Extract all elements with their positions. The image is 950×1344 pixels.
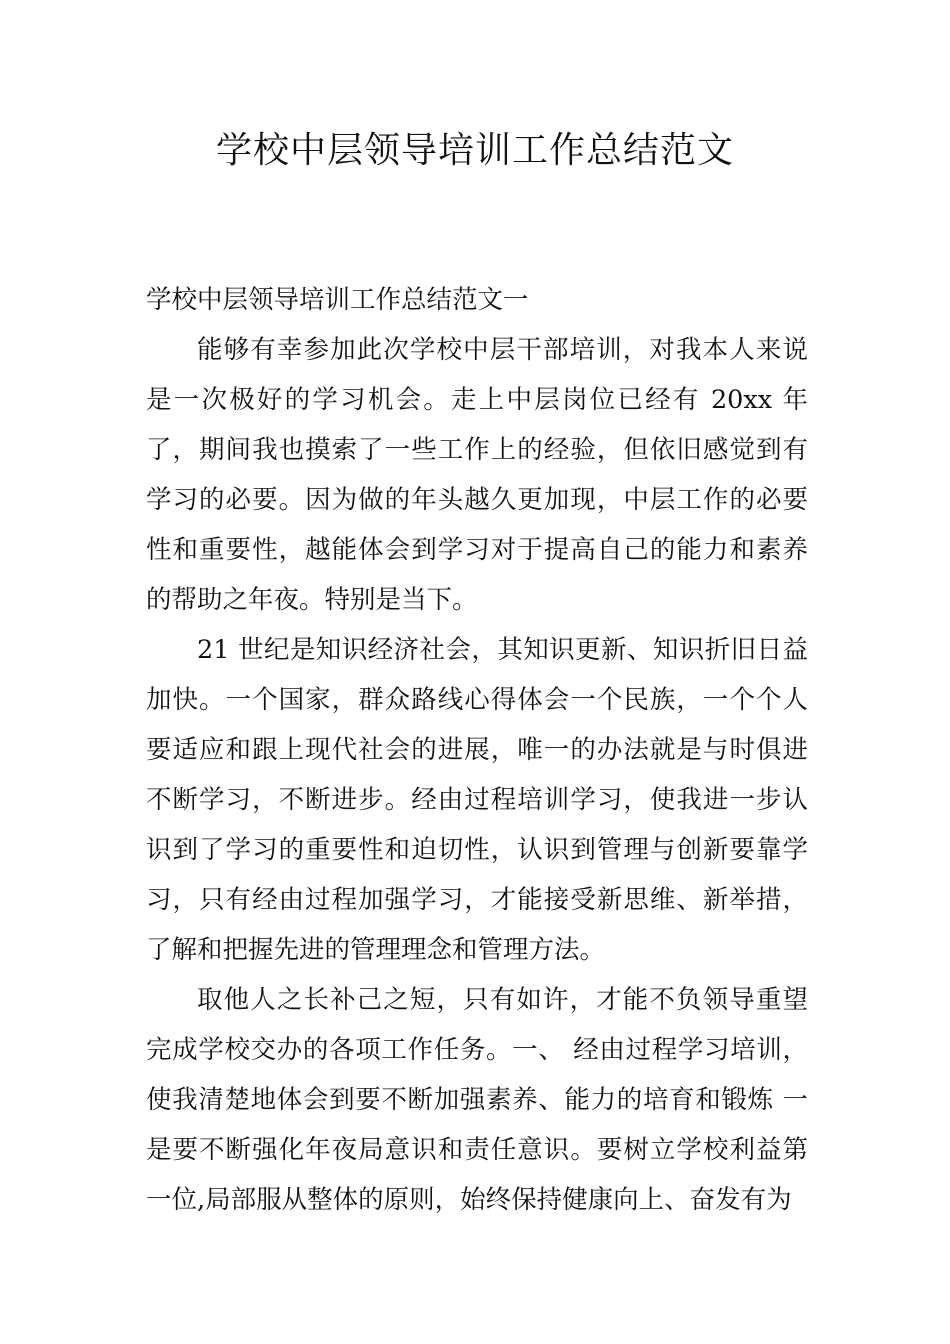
section-subtitle: 学校中层领导培训工作总结范文一: [146, 285, 529, 315]
paragraph-3: 取他人之长补己之短，只有如许，才能不负领导重望完成学校交办的各项工作任务。一、 经由过程学习培训，使我清楚地体会到要不断加强素养、能力的培育和锻炼 一是要不断强化年夜局意识和责任意识。要树立学校利益第一位,局部服从整体的原则，始终保持健康向上、奋发有为: [146, 985, 808, 1215]
paragraph-2: 21 世纪是知识经济社会，其知识更新、知识折旧日益加快。一个国家，群众路线心得体会一个民族，一个个人要适应和跟上现代社会的进展，唯一的办法就是与时俱进不断学习，不断进步。经由过程培训学习，使我进一步认识到了学习的重要性和迫切性，认识到管理与创新要靠学习，只有经由过程加强学习，才能接受新思维、新举措，了解和把握先进的管理理念和管理方法。: [146, 635, 808, 965]
paragraph-1: 能够有幸参加此次学校中层干部培训，对我本人来说是一次极好的学习机会。走上中层岗位已经有 20xx 年了，期间我也摸索了一些工作上的经验，但依旧感觉到有学习的必要。因为做的年头越久更加现，中层工作的必要性和重要性，越能体会到学习对于提高自己的能力和素养的帮助之年夜。特别是当下。: [146, 335, 808, 615]
document-title: 学校中层领导培训工作总结范文: [215, 130, 734, 171]
document-body: [146, 275, 808, 1225]
